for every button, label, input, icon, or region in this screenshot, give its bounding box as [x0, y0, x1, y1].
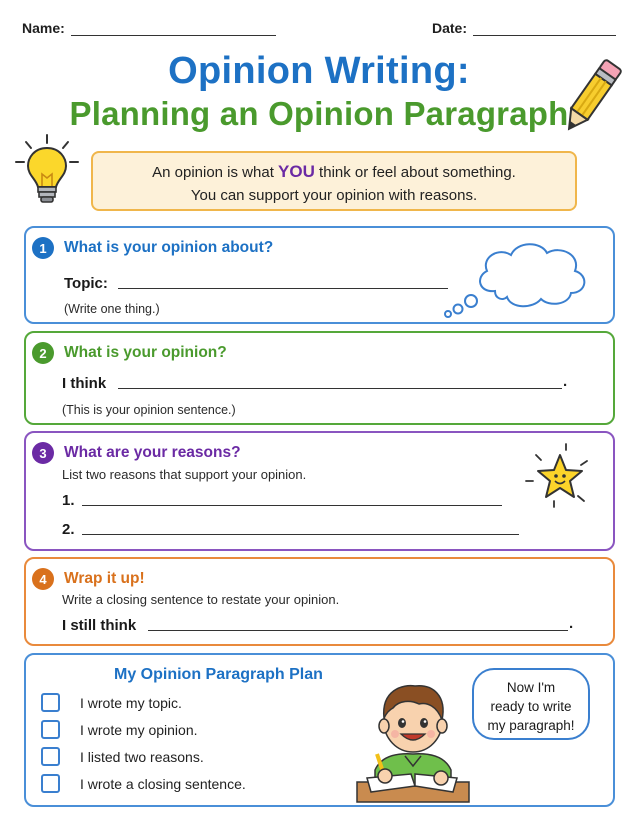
date-label: Date: [432, 20, 468, 36]
step-number: 1 [32, 237, 54, 259]
checklist-title: My Opinion Paragraph Plan [114, 666, 323, 683]
topic-label: Topic: [64, 275, 108, 292]
section-title: What is your opinion? [64, 344, 227, 361]
checkbox[interactable] [41, 747, 60, 766]
reason-1-blank[interactable] [82, 505, 502, 506]
reason-2-blank[interactable] [82, 534, 519, 535]
checklist-item[interactable] [41, 720, 198, 739]
section-heading [32, 568, 145, 590]
topic-blank[interactable] [118, 288, 448, 289]
checkbox[interactable] [41, 774, 60, 793]
checklist-item-label: I wrote my opinion. [80, 721, 198, 738]
checklist-item-label: I listed two reasons. [80, 748, 204, 765]
checklist-item[interactable] [41, 693, 182, 712]
boy-writing-illustration [353, 670, 473, 804]
closing-blank[interactable] [148, 630, 568, 631]
smiling-star-icon [522, 441, 594, 511]
closing-instruction: Write a closing sentence to restate your opinion. [62, 592, 340, 607]
speech-line-1: Now I'm [506, 680, 556, 695]
speech-line-3: my paragraph! [487, 718, 575, 733]
intro-line-2: You can support your opinion with reasons. [190, 187, 478, 204]
reasons-instruction: List two reasons that support your opinion. [62, 467, 307, 482]
date-field[interactable] [432, 20, 616, 36]
section-title: Wrap it up! [64, 570, 145, 587]
opinion-period: . [563, 373, 568, 390]
step-number: 2 [32, 342, 54, 364]
name-label: Name: [22, 20, 65, 36]
section-heading [32, 237, 273, 259]
reason-1-label: 1. [62, 492, 75, 509]
opinion-note: (This is your opinion sentence.) [62, 403, 236, 417]
section-heading [32, 442, 241, 464]
speech-line-2: ready to write [490, 699, 572, 714]
name-field[interactable] [22, 20, 276, 36]
intro-text-start: An opinion is what [152, 164, 279, 181]
speech-bubble [472, 668, 590, 740]
step-number: 4 [32, 568, 54, 590]
lightbulb-icon [12, 132, 82, 210]
step-number: 3 [32, 442, 54, 464]
checklist-item[interactable] [41, 747, 204, 766]
closing-period: . [569, 615, 574, 632]
date-blank[interactable] [473, 22, 616, 36]
thought-cloud-icon [437, 233, 595, 323]
checklist-item-label: I wrote my topic. [80, 694, 182, 711]
intro-emphasis: YOU [278, 162, 315, 181]
pencil-icon [556, 52, 628, 140]
section-heading [32, 342, 227, 364]
intro-box [91, 151, 577, 211]
opinion-blank[interactable] [118, 388, 562, 389]
checkbox[interactable] [41, 720, 60, 739]
checkbox[interactable] [41, 693, 60, 712]
topic-note: (Write one thing.) [64, 302, 160, 316]
section-closing [24, 557, 615, 646]
intro-text-end: think or feel about something. [314, 164, 516, 181]
page-subtitle: Planning an Opinion Paragraph [69, 95, 569, 132]
page-title: Opinion Writing: [168, 50, 470, 92]
section-title: What is your opinion about? [64, 239, 274, 256]
checklist-item-label: I wrote a closing sentence. [80, 775, 246, 792]
checklist-item[interactable] [41, 774, 246, 793]
section-opinion [24, 331, 615, 425]
section-title: What are your reasons? [64, 444, 241, 461]
closing-label: I still think [62, 617, 137, 634]
name-blank[interactable] [71, 22, 276, 36]
opinion-label: I think [62, 375, 107, 392]
reason-2-label: 2. [62, 521, 75, 538]
